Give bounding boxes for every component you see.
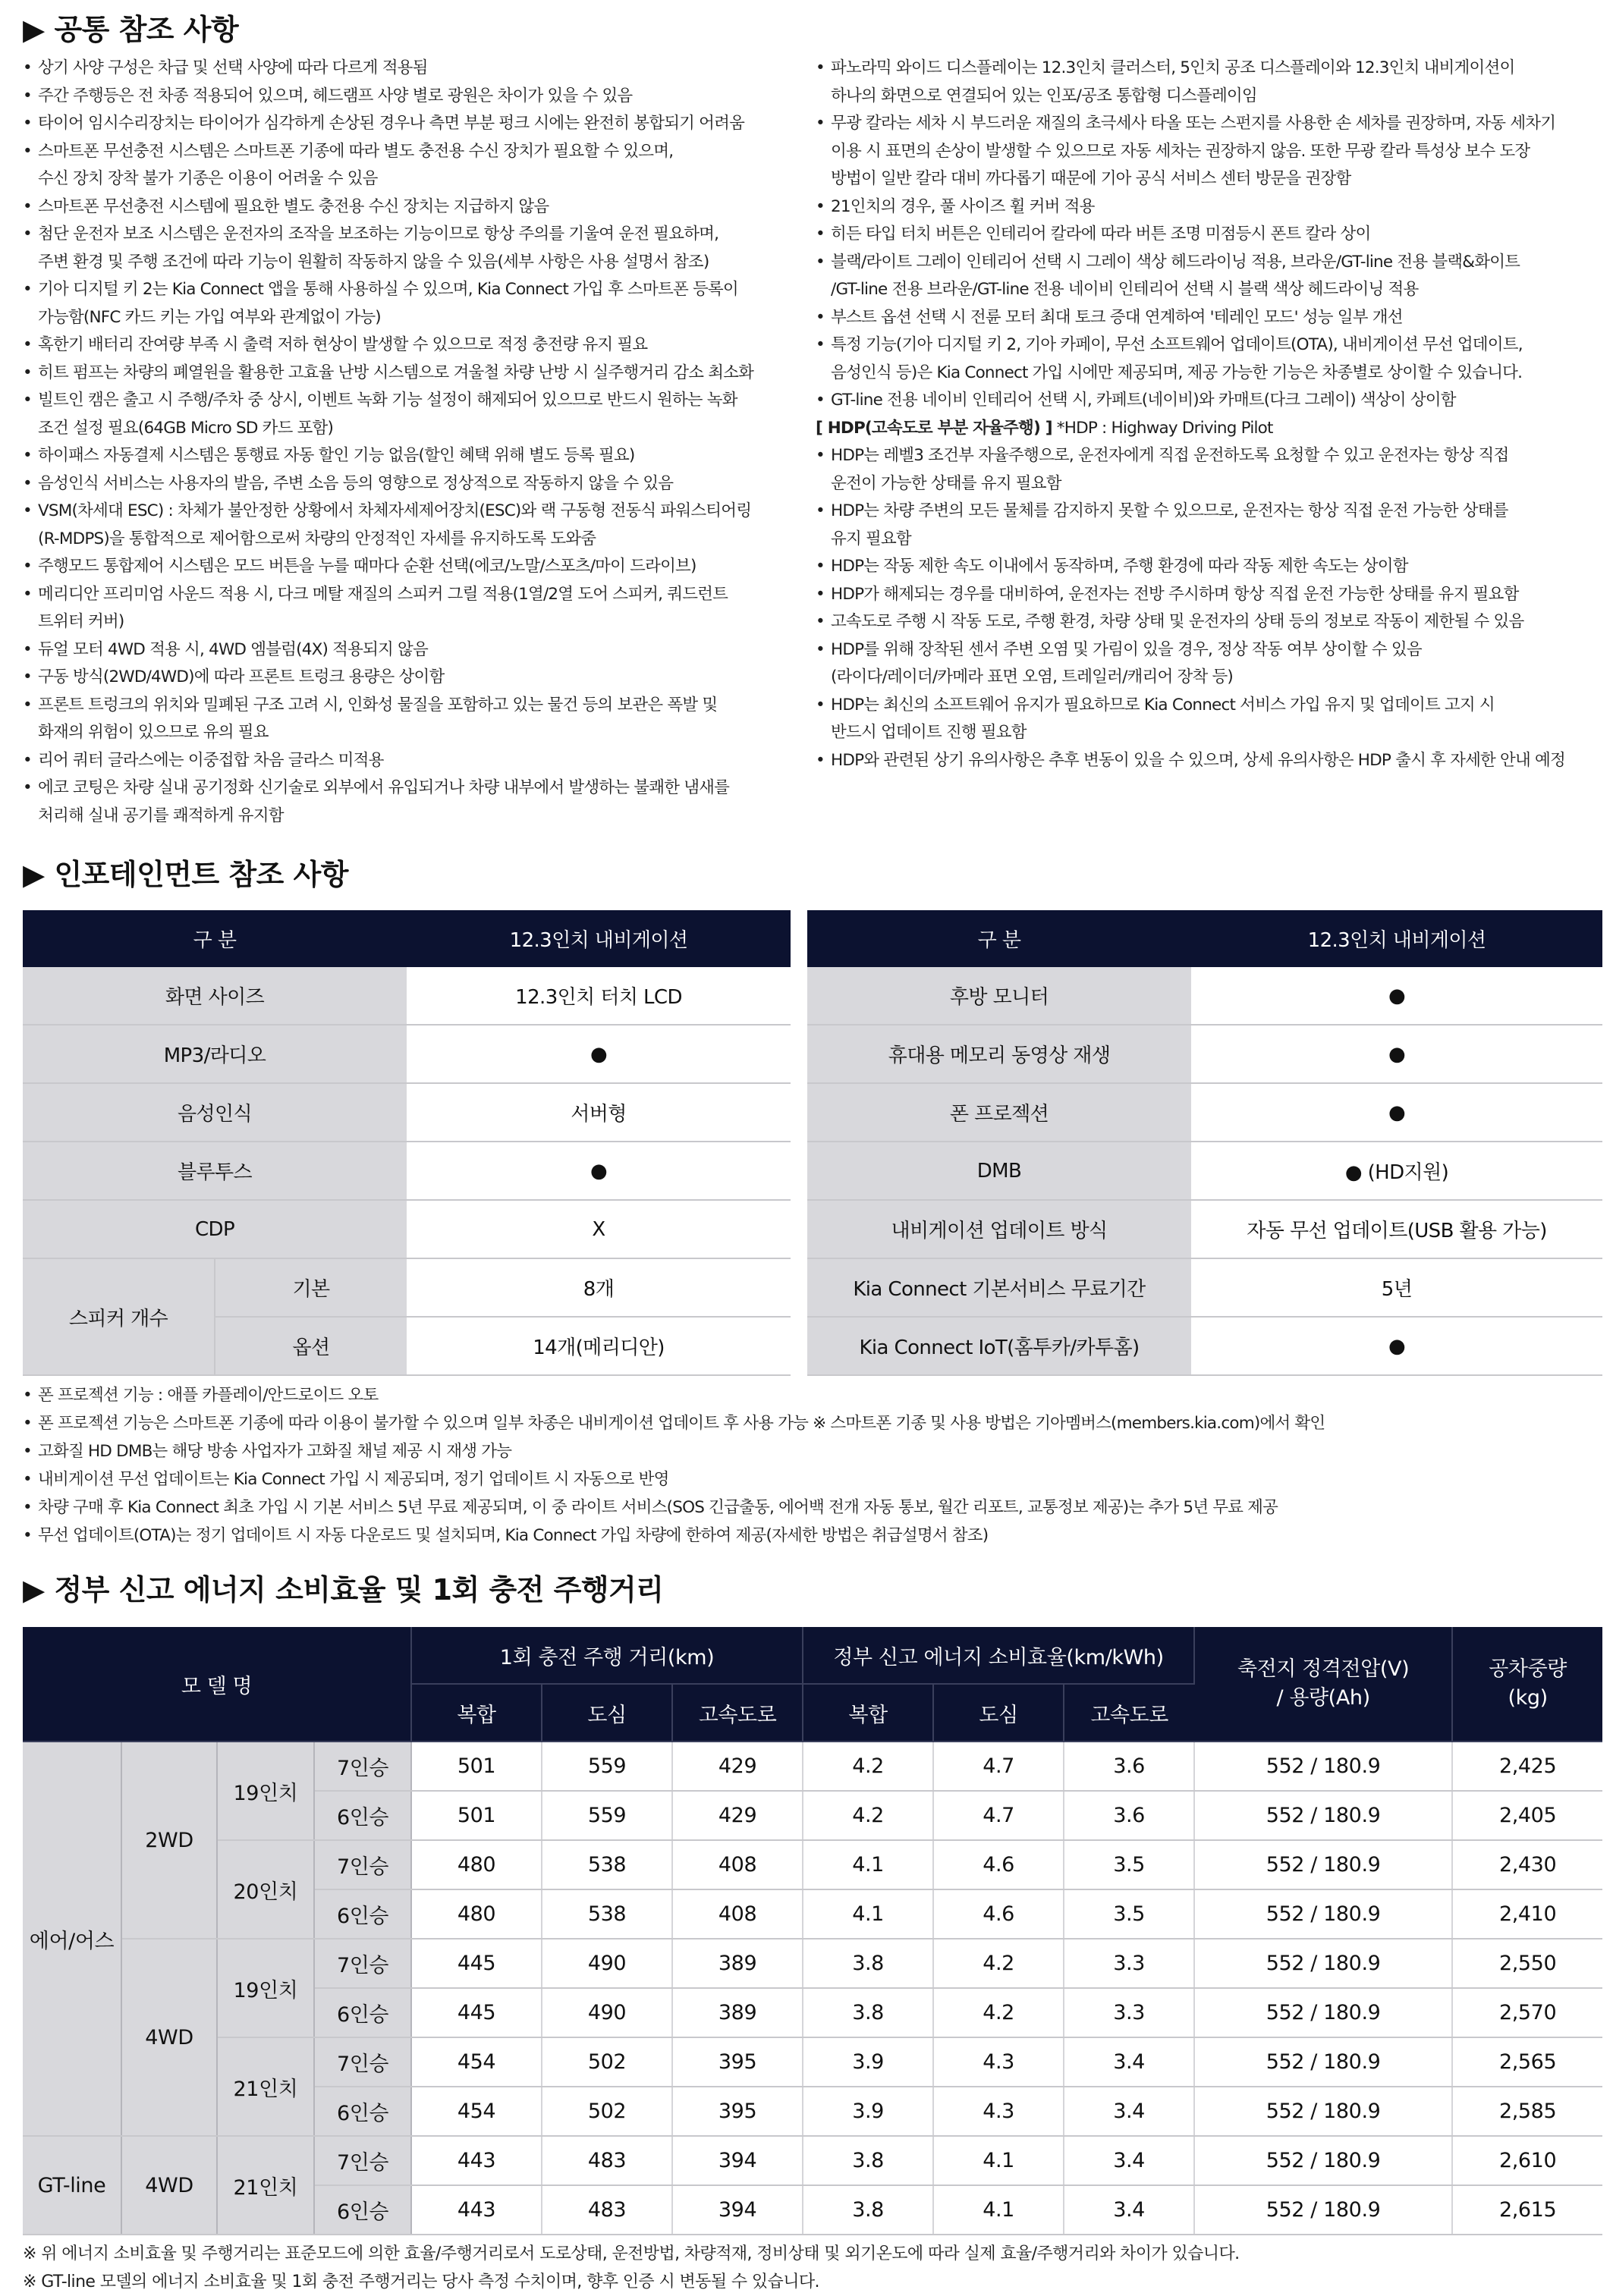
wheel-cell: 19인치 <box>217 1939 314 2037</box>
infotainment-notes <box>23 1381 1325 1550</box>
table-gap <box>791 967 807 1025</box>
list-item: • 차량 구매 후 Kia Connect 최초 가입 시 기본 서비스 5년 무료 제공되며, 이 중 라이트 서비스(SOS 긴급출동, 에어백 전개 자동 통보, 월간 리포트, 교통정보 제공)는 추가 5년 무료 제공 <box>23 1493 1325 1522</box>
list-item: • HDP는 레벨3 조건부 자율주행으로, 운전자에게 직접 운전하도록 요청할 수 있고 운전자는 항상 직접 운전이 가능한 상태를 유지 필요함 <box>816 442 1608 498</box>
row-label: 기본 <box>215 1258 407 1317</box>
row-value: 서버형 <box>407 1083 791 1142</box>
list-item: • 고속도로 주행 시 작동 도로, 주행 환경, 차량 상태 및 운전자의 상태 등의 정보로 작동이 제한될 수 있음 <box>816 608 1608 636</box>
table-row <box>23 2037 1602 2087</box>
cell-value: 454 <box>411 2087 542 2136</box>
row-value: ● (HD지원) <box>1191 1142 1602 1200</box>
table-row <box>23 1939 1602 1988</box>
cell-value: 394 <box>672 2185 803 2235</box>
cell-value: 4.2 <box>803 1742 933 1791</box>
cell-value: 490 <box>542 1939 672 1988</box>
table-gap <box>791 1025 807 1083</box>
header-cell: 구 분 <box>807 910 1191 967</box>
cell-value: 4.2 <box>933 1988 1064 2037</box>
cell-value: 552 / 180.9 <box>1194 2087 1452 2136</box>
row-label: 내비게이션 업데이트 방식 <box>807 1200 1191 1258</box>
list-item: • 프론트 트렁크의 위치와 밀폐된 구조 고려 시, 인화성 물질을 포함하고 있는 물건 등의 보관은 폭발 및 화재의 위험이 있으므로 유의 필요 <box>23 692 812 747</box>
drive-cell: 2WD <box>121 1742 217 1939</box>
header-cell: 고속도로 <box>672 1684 803 1742</box>
list-item: • 히트 펌프는 차량의 폐열원을 활용한 고효율 난방 시스템으로 겨울철 차량 난방 시 실주행거리 감소 최소화 <box>23 360 812 388</box>
row-value: ● <box>1191 1317 1602 1375</box>
list-item: • 내비게이션 무선 업데이트는 Kia Connect 가입 시 제공되며, 정기 업데이트 시 자동으로 반영 <box>23 1465 1325 1493</box>
cell-value: 552 / 180.9 <box>1194 2185 1452 2235</box>
table-gap <box>791 1083 807 1142</box>
seat-cell: 7인승 <box>314 1939 411 1988</box>
cell-value: 552 / 180.9 <box>1194 1742 1452 1791</box>
row-value: ● <box>407 1142 791 1200</box>
row-label: Kia Connect 기본서비스 무료기간 <box>807 1258 1191 1317</box>
wheel-cell: 21인치 <box>217 2136 314 2235</box>
table-row <box>23 1025 1602 1083</box>
cell-value: 2,585 <box>1452 2087 1602 2136</box>
infotainment-table <box>23 910 1602 1376</box>
cell-value: 502 <box>542 2037 672 2087</box>
list-item: • 듀얼 모터 4WD 적용 시, 4WD 엠블럼(4X) 적용되지 않음 <box>23 636 812 664</box>
cell-value: 394 <box>672 2136 803 2185</box>
cell-value: 552 / 180.9 <box>1194 2136 1452 2185</box>
hdp-heading <box>816 415 1608 443</box>
list-item: • 리어 쿼터 글라스에는 이중접합 차음 글라스 미적용 <box>23 747 812 775</box>
list-item: • 에코 코팅은 차량 실내 공기정화 신기술로 외부에서 유입되거나 차량 내부에서 발생하는 불쾌한 냄새를 처리해 실내 공기를 쾌적하게 유지함 <box>23 774 812 830</box>
table-header-row <box>23 910 1602 967</box>
row-label: DMB <box>807 1142 1191 1200</box>
row-value: 자동 무선 업데이트(USB 활용 가능) <box>1191 1200 1602 1258</box>
energy-footnotes <box>23 2240 1240 2296</box>
cell-value: 389 <box>672 1939 803 1988</box>
seat-cell: 7인승 <box>314 1840 411 1889</box>
cell-value: 552 / 180.9 <box>1194 2037 1452 2087</box>
cell-value: 443 <box>411 2185 542 2235</box>
cell-value: 4.1 <box>803 1889 933 1939</box>
cell-value: 408 <box>672 1889 803 1939</box>
table-gap <box>791 1200 807 1258</box>
list-item: • 메리디안 프리미엄 사운드 적용 시, 다크 메탈 재질의 스피커 그릴 적용(1열/2열 도어 스피커, 쿼드런트 트위터 커버) <box>23 581 812 636</box>
list-item: • 파노라믹 와이드 디스플레이는 12.3인치 클러스터, 5인치 공조 디스플레이와 12.3인치 내비게이션이 하나의 화면으로 연결되어 있는 인포/공조 통합형 디스플레이임 <box>816 55 1608 110</box>
row-value: ● <box>407 1025 791 1083</box>
cell-value: 445 <box>411 1988 542 2037</box>
list-item: • 무광 칼라는 세차 시 부드러운 재질의 초극세사 타올 또는 스펀지를 사용한 손 세차를 권장하며, 자동 세차기 이용 시 표면의 손상이 발생할 수 있으므로 자동 세차는 권장하지 않음. 또한 무광 칼라 특성상 보수 도장 방법이 일반 칼라 대비 까다롭기 때문에 기아 공식 서비스 센터 방문을 권장함 <box>816 110 1608 193</box>
list-item: • 상기 사양 구성은 차급 및 선택 사양에 따라 다르게 적용됨 <box>23 55 812 83</box>
row-label: CDP <box>23 1200 407 1258</box>
cell-value: 4.1 <box>803 1840 933 1889</box>
list-item: • HDP가 해제되는 경우를 대비하여, 운전자는 전방 주시하며 항상 직접 운전 가능한 상태를 유지 필요함 <box>816 581 1608 609</box>
cell-value: 2,430 <box>1452 1840 1602 1889</box>
cell-value: 3.5 <box>1064 1889 1194 1939</box>
list-item: • 주행모드 통합제어 시스템은 모드 버튼을 누를 때마다 순환 선택(에코/노말/스포츠/마이 드라이브) <box>23 553 812 581</box>
header-cell: 도심 <box>933 1684 1064 1742</box>
cell-value: 3.5 <box>1064 1840 1194 1889</box>
cell-value: 490 <box>542 1988 672 2037</box>
cell-value: 3.8 <box>803 1988 933 2037</box>
list-item: • GT-line 전용 네이비 인테리어 선택 시, 카페트(네이비)와 카매트(다크 그레이) 색상이 상이함 <box>816 387 1608 415</box>
cell-value: 395 <box>672 2087 803 2136</box>
header-cell: 복합 <box>803 1684 933 1742</box>
cell-value: 483 <box>542 2136 672 2185</box>
energy-section-title: ▶ 정부 신고 에너지 소비효율 및 1회 충전 주행거리 <box>23 1573 664 1607</box>
list-item: • 하이패스 자동결제 시스템은 통행료 자동 할인 기능 없음(할인 혜택 위해 별도 등록 필요) <box>23 442 812 470</box>
cell-value: 480 <box>411 1889 542 1939</box>
list-item: • 구동 방식(2WD/4WD)에 따라 프론트 트렁크 용량은 상이함 <box>23 664 812 692</box>
row-value: X <box>407 1200 791 1258</box>
cell-value: 483 <box>542 2185 672 2235</box>
list-item: • 빌트인 캠은 출고 시 주행/주차 중 상시, 이벤트 녹화 기능 설정이 해제되어 있으므로 반드시 원하는 녹화 조건 설정 필요(64GB Micro SD 카드 포함) <box>23 387 812 442</box>
cell-value: 395 <box>672 2037 803 2087</box>
seat-cell: 6인승 <box>314 1791 411 1840</box>
cell-value: 408 <box>672 1840 803 1889</box>
table-row <box>23 1142 1602 1200</box>
table-row <box>23 1840 1602 1889</box>
cell-value: 3.9 <box>803 2037 933 2087</box>
wheel-cell: 20인치 <box>217 1840 314 1939</box>
table-row <box>23 1200 1602 1258</box>
list-item: • 스마트폰 무선충전 시스템에 필요한 별도 충전용 수신 장치는 지급하지 않음 <box>23 193 812 221</box>
cell-value: 2,570 <box>1452 1988 1602 2037</box>
table-row <box>23 1742 1602 1791</box>
list-item: • 첨단 운전자 보조 시스템은 운전자의 조작을 보조하는 기능이므로 항상 주의를 기울여 운전 필요하며, 주변 환경 및 주행 조건에 따라 기능이 원활히 작동하지 않을 수 있음(세부 사항은 사용 설명서 참조) <box>23 221 812 276</box>
wheel-cell: 19인치 <box>217 1742 314 1840</box>
cell-value: 502 <box>542 2087 672 2136</box>
list-item: • 특정 기능(기아 디지털 키 2, 기아 카페이, 무선 소프트웨어 업데이트(OTA), 내비게이션 무선 업데이트, 음성인식 등)은 Kia Connect 가입 시에만 제공되며, 제공 가능한 기능은 차종별로 상이할 수 있습니다. <box>816 331 1608 387</box>
energy-table <box>23 1627 1602 2235</box>
row-label: MP3/라디오 <box>23 1025 407 1083</box>
cell-value: 552 / 180.9 <box>1194 1889 1452 1939</box>
cell-value: 501 <box>411 1742 542 1791</box>
row-label: 옵션 <box>215 1317 407 1375</box>
header-cell: 도심 <box>542 1684 672 1742</box>
list-item: • 폰 프로젝션 기능 : 애플 카플레이/안드로이드 오토 <box>23 1381 1325 1409</box>
cell-value: 501 <box>411 1791 542 1840</box>
row-label: 음성인식 <box>23 1083 407 1142</box>
hdp-heading-note: *HDP : Highway Driving Pilot <box>1056 418 1273 438</box>
cell-value: 4.6 <box>933 1889 1064 1939</box>
table-gap <box>791 910 807 967</box>
common-notes-left <box>23 55 812 830</box>
wheel-cell: 21인치 <box>217 2037 314 2136</box>
list-item: • HDP를 위해 장착된 센서 주변 오염 및 가림이 있을 경우, 정상 작동 여부 상이할 수 있음 (라이다/레이더/카메라 표면 오염, 트레일러/캐리어 장착 등) <box>816 636 1608 692</box>
seat-cell: 7인승 <box>314 1742 411 1791</box>
cell-value: 3.6 <box>1064 1791 1194 1840</box>
cell-value: 2,615 <box>1452 2185 1602 2235</box>
cell-value: 3.3 <box>1064 1939 1194 1988</box>
table-row <box>23 1317 1602 1375</box>
cell-value: 3.4 <box>1064 2136 1194 2185</box>
list-item: • HDP는 차량 주변의 모든 물체를 감지하지 못할 수 있으므로, 운전자는 항상 직접 운전 가능한 상태를 유지 필요함 <box>816 498 1608 553</box>
cell-value: 480 <box>411 1840 542 1889</box>
row-value: ● <box>1191 1083 1602 1142</box>
header-cell: 공차중량 (kg) <box>1452 1627 1602 1742</box>
cell-value: 4.7 <box>933 1742 1064 1791</box>
cell-value: 429 <box>672 1791 803 1840</box>
table-row <box>23 967 1602 1025</box>
list-item: • 타이어 임시수리장치는 타이어가 심각하게 손상된 경우나 측면 부분 펑크 시에는 완전히 봉합되기 어려움 <box>23 110 812 138</box>
cell-value: 559 <box>542 1742 672 1791</box>
list-item: • 무선 업데이트(OTA)는 정기 업데이트 시 자동 다운로드 및 설치되며, Kia Connect 가입 차량에 한하여 제공(자세한 방법은 취급설명서 참조) <box>23 1522 1325 1550</box>
table-gap <box>791 1258 807 1317</box>
list-item: • HDP는 최신의 소프트웨어 유지가 필요하므로 Kia Connect 서비스 가입 유지 및 업데이트 고지 시 반드시 업데이트 진행 필요함 <box>816 692 1608 747</box>
common-notes-right <box>816 55 1608 774</box>
list-item: • 기아 디지털 키 2는 Kia Connect 앱을 통해 사용하실 수 있으며, Kia Connect 가입 후 스마트폰 등록이 가능함(NFC 카드 키는 가입 여부와 관계없이 가능) <box>23 276 812 331</box>
row-value: 5년 <box>1191 1258 1602 1317</box>
list-item: • 블랙/라이트 그레이 인테리어 선택 시 그레이 색상 헤드라이닝 적용, 브라운/GT-line 전용 블랙&화이트 /GT-line 전용 브라운/GT-line 전용 네이비 인테리어 선택 시 블랙 색상 헤드라이닝 적용 <box>816 249 1608 304</box>
cell-value: 2,405 <box>1452 1791 1602 1840</box>
seat-cell: 6인승 <box>314 2185 411 2235</box>
cell-value: 559 <box>542 1791 672 1840</box>
cell-value: 4.7 <box>933 1791 1064 1840</box>
list-item: • 음성인식 서비스는 사용자의 발음, 주변 소음 등의 영향으로 정상적으로 작동하지 않을 수 있음 <box>23 470 812 498</box>
cell-value: 538 <box>542 1889 672 1939</box>
list-item: • 주간 주행등은 전 차종 적용되어 있으며, 헤드램프 사양 별로 광원은 차이가 있을 수 있음 <box>23 83 812 111</box>
trim-cell: GT-line <box>23 2136 121 2235</box>
cell-value: 3.8 <box>803 1939 933 1988</box>
footnote: ※ GT-line 모델의 에너지 소비효율 및 1회 충전 주행거리는 당사 측정 수치이며, 향후 인증 시 변동될 수 있습니다. <box>23 2272 819 2291</box>
list-item: • 히든 타입 터치 버튼은 인테리어 칼라에 따라 버튼 조명 미점등시 폰트 칼라 상이 <box>816 221 1608 249</box>
seat-cell: 6인승 <box>314 1889 411 1939</box>
seat-cell: 6인승 <box>314 2087 411 2136</box>
row-value: 12.3인치 터치 LCD <box>407 967 791 1025</box>
hdp-heading-title: [ HDP(고속도로 부분 자율주행) ] <box>816 418 1052 438</box>
seat-cell: 7인승 <box>314 2037 411 2087</box>
cell-value: 552 / 180.9 <box>1194 1840 1452 1889</box>
infotainment-section-title: ▶ 인포테인먼트 참조 사항 <box>23 858 348 891</box>
header-cell: 복합 <box>411 1684 542 1742</box>
row-label: 휴대용 메모리 동영상 재생 <box>807 1025 1191 1083</box>
row-label: 블루투스 <box>23 1142 407 1200</box>
table-gap <box>791 1317 807 1375</box>
cell-value: 4.1 <box>933 2136 1064 2185</box>
common-section-title: ▶ 공통 참조 사항 <box>23 13 239 46</box>
cell-value: 454 <box>411 2037 542 2087</box>
header-cell: 구 분 <box>23 910 407 967</box>
header-cell: 12.3인치 내비게이션 <box>1191 910 1602 967</box>
list-item: • VSM(차세대 ESC) : 차체가 불안정한 상황에서 차체자세제어장치(ESC)와 랙 구동형 전동식 파워스티어링 (R-MDPS)을 통합적으로 제어함으로써 차량의 안정적인 자세를 유지하도록 도와줌 <box>23 498 812 553</box>
list-item: • 스마트폰 무선충전 시스템은 스마트폰 기종에 따라 별도 충전용 수신 장치가 필요할 수 있으며, 수신 장치 장착 불가 기종은 이용이 어려울 수 있음 <box>23 138 812 193</box>
row-label: 후방 모니터 <box>807 967 1191 1025</box>
cell-value: 552 / 180.9 <box>1194 1988 1452 2037</box>
table-row <box>23 2136 1602 2185</box>
cell-value: 4.2 <box>803 1791 933 1840</box>
table-row <box>23 1258 1602 1317</box>
cell-value: 3.4 <box>1064 2185 1194 2235</box>
list-item: • 고화질 HD DMB는 해당 방송 사업자가 고화질 채널 제공 시 재생 가능 <box>23 1437 1325 1465</box>
speaker-count-label: 스피커 개수 <box>23 1258 215 1375</box>
seat-cell: 6인승 <box>314 1988 411 2037</box>
drive-cell: 4WD <box>121 1939 217 2136</box>
cell-value: 552 / 180.9 <box>1194 1939 1452 1988</box>
row-value: ● <box>1191 967 1602 1025</box>
row-value: 14개(메리디안) <box>407 1317 791 1375</box>
list-item: • 부스트 옵션 선택 시 전륜 모터 최대 토크 증대 연계하여 '테레인 모드' 성능 일부 개선 <box>816 304 1608 332</box>
header-cell: 정부 신고 에너지 소비효율(km/kWh) <box>803 1627 1194 1684</box>
cell-value: 3.4 <box>1064 2087 1194 2136</box>
cell-value: 4.6 <box>933 1840 1064 1889</box>
row-label: 화면 사이즈 <box>23 967 407 1025</box>
cell-value: 3.8 <box>803 2136 933 2185</box>
cell-value: 4.1 <box>933 2185 1064 2235</box>
cell-value: 443 <box>411 2136 542 2185</box>
drive-cell: 4WD <box>121 2136 217 2235</box>
cell-value: 445 <box>411 1939 542 1988</box>
cell-value: 3.8 <box>803 2185 933 2235</box>
header-cell: 고속도로 <box>1064 1684 1194 1742</box>
table-row <box>23 1083 1602 1142</box>
cell-value: 3.9 <box>803 2087 933 2136</box>
list-item: • HDP와 관련된 상기 유의사항은 추후 변동이 있을 수 있으며, 상세 유의사항은 HDP 출시 후 자세한 안내 예정 <box>816 747 1608 775</box>
table-header-row <box>23 1627 1602 1684</box>
row-value: 8개 <box>407 1258 791 1317</box>
row-label: 폰 프로젝션 <box>807 1083 1191 1142</box>
footnote: ※ 위 에너지 소비효율 및 주행거리는 표준모드에 의한 효율/주행거리로서 도로상태, 운전방법, 차량적재, 정비상태 및 외기온도에 따라 실제 효율/주행거리와 차이가 있습니다. <box>23 2244 1240 2263</box>
cell-value: 538 <box>542 1840 672 1889</box>
cell-value: 2,565 <box>1452 2037 1602 2087</box>
cell-value: 4.3 <box>933 2087 1064 2136</box>
cell-value: 552 / 180.9 <box>1194 1791 1452 1840</box>
cell-value: 4.3 <box>933 2037 1064 2087</box>
cell-value: 2,550 <box>1452 1939 1602 1988</box>
header-cell: 축전지 정격전압(V) / 용량(Ah) <box>1194 1627 1452 1742</box>
header-cell: 1회 충전 주행 거리(km) <box>411 1627 803 1684</box>
row-label: Kia Connect IoT(홈투카/카투홈) <box>807 1317 1191 1375</box>
cell-value: 3.4 <box>1064 2037 1194 2087</box>
header-cell: 12.3인치 내비게이션 <box>407 910 791 967</box>
list-item: • HDP는 작동 제한 속도 이내에서 동작하며, 주행 환경에 따라 작동 제한 속도는 상이함 <box>816 553 1608 581</box>
cell-value: 4.2 <box>933 1939 1064 1988</box>
cell-value: 429 <box>672 1742 803 1791</box>
list-item: • 폰 프로젝션 기능은 스마트폰 기종에 따라 이용이 불가할 수 있으며 일부 차종은 내비게이션 업데이트 후 사용 가능 ※ 스마트폰 기종 및 사용 방법은 기아멤버스(members.kia.com)에서 확인 <box>23 1409 1325 1437</box>
cell-value: 3.6 <box>1064 1742 1194 1791</box>
cell-value: 2,425 <box>1452 1742 1602 1791</box>
list-item: • 혹한기 배터리 잔여량 부족 시 출력 저하 현상이 발생할 수 있으므로 적정 충전량 유지 필요 <box>23 331 812 360</box>
trim-cell: 에어/어스 <box>23 1742 121 2136</box>
cell-value: 2,410 <box>1452 1889 1602 1939</box>
list-item: • 21인치의 경우, 풀 사이즈 휠 커버 적용 <box>816 193 1608 221</box>
table-gap <box>791 1142 807 1200</box>
row-value: ● <box>1191 1025 1602 1083</box>
cell-value: 3.3 <box>1064 1988 1194 2037</box>
header-cell: 모 델 명 <box>23 1627 411 1742</box>
cell-value: 389 <box>672 1988 803 2037</box>
seat-cell: 7인승 <box>314 2136 411 2185</box>
cell-value: 2,610 <box>1452 2136 1602 2185</box>
